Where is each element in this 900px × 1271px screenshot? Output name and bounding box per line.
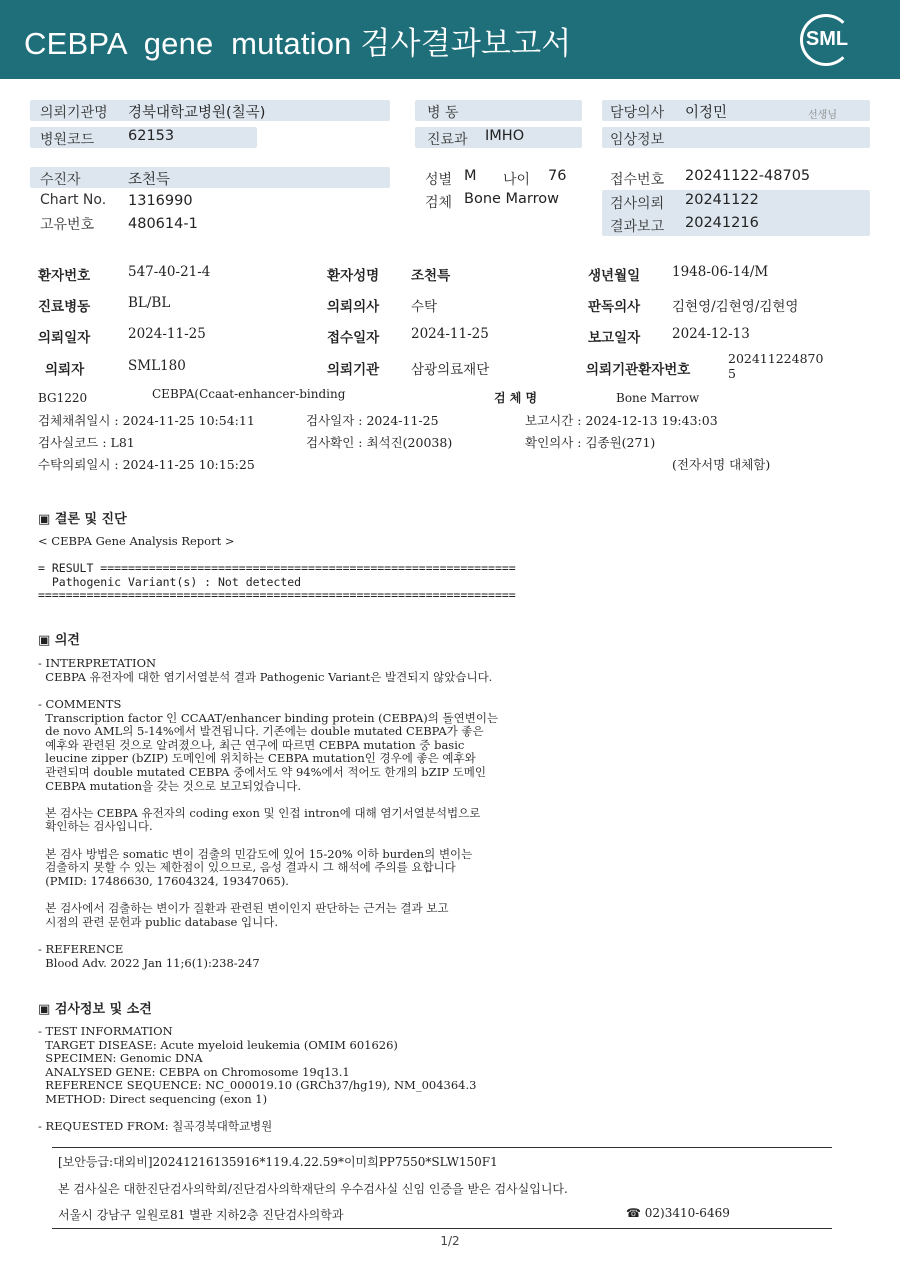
request-value: 20241122 bbox=[685, 192, 759, 208]
detail-label-inst-patient-no: 의뢰기관환자번호 bbox=[586, 362, 691, 378]
detail-req-institution: 삼광의료재단 bbox=[411, 362, 490, 378]
request-label: 검사의뢰 bbox=[610, 196, 665, 212]
detail-label-req-institution: 의뢰기관 bbox=[327, 362, 380, 378]
test-name: CEBPA(Ccaat-enhancer-binding bbox=[152, 387, 346, 401]
chart-label: Chart No. bbox=[40, 192, 107, 208]
age-label: 나이 bbox=[503, 172, 531, 188]
age-value: 76 bbox=[548, 168, 567, 184]
dept-label: 진료과 bbox=[427, 132, 468, 148]
comments: - COMMENTS Transcription factor 인 CCAAT/enhancer binding protein (CEBPA)의 돌연변이는 de novo AML의 5-14%에서 발견됩니다. 기존에는 double mutated CEBPA가 좋은 예후와 관련된 것으로 알려졌으나, 최근 연구에 따르면 CEBPA mutation 중 basic leucine zipper (bZIP) 도메인에 위치하는 CEBPA mutation인 경우에 좋은 예후와 관련되며 double mutated CEBPA 중에서도 약 94%에서 적어도 한개의 bZIP 도메인 CEBPA mutation을 갖는 것으로 보고되었습니다. 본 검사는 CEBPA 유전자의 coding exon 및 인접 intron에 대해 염기서열분석법으로 확인하는 검사입니다. 본 검사 방법은 somatic 변이 검출의 민감도에 있어 15-20% 이하 burden의 변이는 검출하지 못할 수 있는 제한점이 있으므로, 음성 결과시 그 해석에 주의를 요합니다 (PMID: 17486630, 17604324, 19347065). 본 검사에서 검출하는 변이가 질환과 관련된 변이인지 판단하는 근거는 결과 보고 시점의 관련 문헌과 public database 입니다. bbox=[38, 697, 499, 929]
logo-text: SML bbox=[805, 28, 849, 50]
institution-label: 의뢰기관명 bbox=[40, 105, 108, 121]
detail-requester: SML180 bbox=[128, 358, 186, 374]
detail-label-patient-name: 환자성명 bbox=[327, 268, 380, 284]
chart-value: 1316990 bbox=[128, 193, 193, 209]
page-number: 1/2 bbox=[440, 1234, 460, 1248]
institution-value: 경북대학교병원(칠곡) bbox=[128, 105, 266, 121]
sex-value: M bbox=[464, 168, 477, 184]
dept-value: IMHO bbox=[485, 128, 525, 144]
requested-from: - REQUESTED FROM: 칠곡경북대학교병원 bbox=[38, 1119, 273, 1133]
detail-label-req-date: 의뢰일자 bbox=[38, 330, 91, 346]
detail-inst-patient-no-line2: 5 bbox=[728, 366, 736, 381]
sml-logo bbox=[800, 14, 852, 66]
test-info: - TEST INFORMATION TARGET DISEASE: Acute myeloid leukemia (OMIM 601626) SPECIMEN: Genomic DNA ANALYSED GENE: CEBPA on Chromosome 19q13.1 REFERENCE SEQUENCE: NC_000019.10 (GRCh37/hg19), NM_004364.3 METHOD: Direct sequencing (exon 1) bbox=[38, 1024, 477, 1106]
unique-value: 480614-1 bbox=[128, 216, 198, 232]
detail-inst-patient-no-line1: 202411224870 bbox=[728, 351, 824, 366]
interpretation: - INTERPRETATION CEBPA 유전자에 대한 염기서열분석 결과 Pathogenic Variant은 발견되지 않았습니다. bbox=[38, 656, 493, 684]
detail-label-receipt-date: 접수일자 bbox=[327, 330, 380, 346]
test-specimen: Bone Marrow bbox=[616, 391, 700, 405]
receipt-value: 20241122-48705 bbox=[685, 168, 811, 184]
hospital-code-value: 62153 bbox=[128, 128, 175, 144]
detail-req-doctor: 수탁 bbox=[411, 299, 438, 315]
footer-divider-bottom bbox=[52, 1228, 832, 1229]
detail-ward: BL/BL bbox=[128, 295, 171, 311]
detail-label-ward: 진료병동 bbox=[38, 299, 91, 315]
test-confirm: 검사확인 : 최석진(20038) bbox=[306, 435, 453, 450]
security-line: [보안등급:대외비]20241216135916*119.4.22.59*이미희PP7550*SLW150F1 bbox=[58, 1155, 498, 1169]
detail-report-date: 2024-12-13 bbox=[672, 326, 750, 342]
detail-label-report-date: 보고일자 bbox=[588, 330, 641, 346]
test-e-sign: (전자서명 대체함) bbox=[672, 457, 771, 472]
test-exam-date: 검사일자 : 2024-11-25 bbox=[306, 413, 439, 428]
doctor-suffix: 선생님 bbox=[808, 110, 837, 121]
ward-label: 병 동 bbox=[427, 105, 459, 121]
test-code: BG1220 bbox=[38, 391, 88, 405]
unique-label: 고유번호 bbox=[40, 217, 95, 233]
header-banner bbox=[0, 0, 900, 79]
patient-bar bbox=[30, 167, 390, 188]
detail-label-req-doctor: 의뢰의사 bbox=[327, 299, 380, 315]
test-report-time: 보고시간 : 2024-12-13 19:43:03 bbox=[525, 413, 718, 428]
detail-label-requester: 의뢰자 bbox=[45, 362, 85, 378]
detail-req-date: 2024-11-25 bbox=[128, 326, 206, 342]
clinical-label: 임상정보 bbox=[610, 132, 665, 148]
reference: - REFERENCE Blood Adv. 2022 Jan 11;6(1):238-247 bbox=[38, 942, 260, 970]
receipt-label: 접수번호 bbox=[610, 172, 665, 188]
report-name: < CEBPA Gene Analysis Report > bbox=[38, 534, 235, 548]
opinion-title: ▣ 의견 bbox=[38, 629, 80, 648]
test-confirm-doctor: 확인의사 : 김종원(271) bbox=[525, 435, 656, 450]
test-specimen-label: 검 체 명 bbox=[494, 391, 538, 405]
test-collect: 검체채취일시 : 2024-11-25 10:54:11 bbox=[38, 413, 255, 428]
doctor-label: 담당의사 bbox=[610, 105, 665, 121]
detail-receipt-date: 2024-11-25 bbox=[411, 326, 489, 342]
specimen-label: 검체 bbox=[425, 195, 453, 211]
result-block: = RESULT ============================================================ Pathogenic Variant(s) : Not detected ===================================================================== bbox=[38, 561, 516, 602]
detail-patient-name: 조천특 bbox=[411, 268, 451, 284]
conclusion-title: ▣ 결론 및 진단 bbox=[38, 508, 127, 527]
report-title: CEBPA gene mutation 검사결과보고서 bbox=[24, 26, 572, 61]
phone: ☎ 02)3410-6469 bbox=[626, 1206, 730, 1220]
doctor-value: 이정민 bbox=[685, 105, 728, 121]
hospital-code-label: 병원코드 bbox=[40, 132, 95, 148]
test-received: 수탁의뢰일시 : 2024-11-25 10:15:25 bbox=[38, 457, 255, 472]
test-lab-code: 검사실코드 : L81 bbox=[38, 435, 135, 450]
patient-label: 수진자 bbox=[40, 172, 81, 188]
certification: 본 검사실은 대한진단검사의학회/진단검사의학재단의 우수검사실 신임 인증을 받은 검사실입니다. bbox=[58, 1182, 568, 1196]
test-info-title: ▣ 검사정보 및 소견 bbox=[38, 998, 152, 1017]
detail-label-patient-no: 환자번호 bbox=[38, 268, 91, 284]
detail-label-birth: 생년월일 bbox=[588, 268, 641, 284]
specimen-value: Bone Marrow bbox=[464, 191, 560, 207]
report-label: 결과보고 bbox=[610, 219, 665, 235]
detail-birth: 1948-06-14/M bbox=[672, 264, 769, 280]
patient-value: 조천득 bbox=[128, 172, 171, 188]
detail-reading-doctor: 김현영/김현영/김현영 bbox=[672, 299, 799, 315]
sex-label: 성별 bbox=[425, 172, 453, 188]
footer-divider-top bbox=[52, 1147, 832, 1148]
detail-patient-no: 547-40-21-4 bbox=[128, 264, 211, 280]
report-value: 20241216 bbox=[685, 215, 759, 231]
detail-label-reading-doctor: 판독의사 bbox=[588, 299, 641, 315]
address: 서울시 강남구 일원로81 별관 지하2층 진단검사의학과 bbox=[58, 1208, 344, 1222]
